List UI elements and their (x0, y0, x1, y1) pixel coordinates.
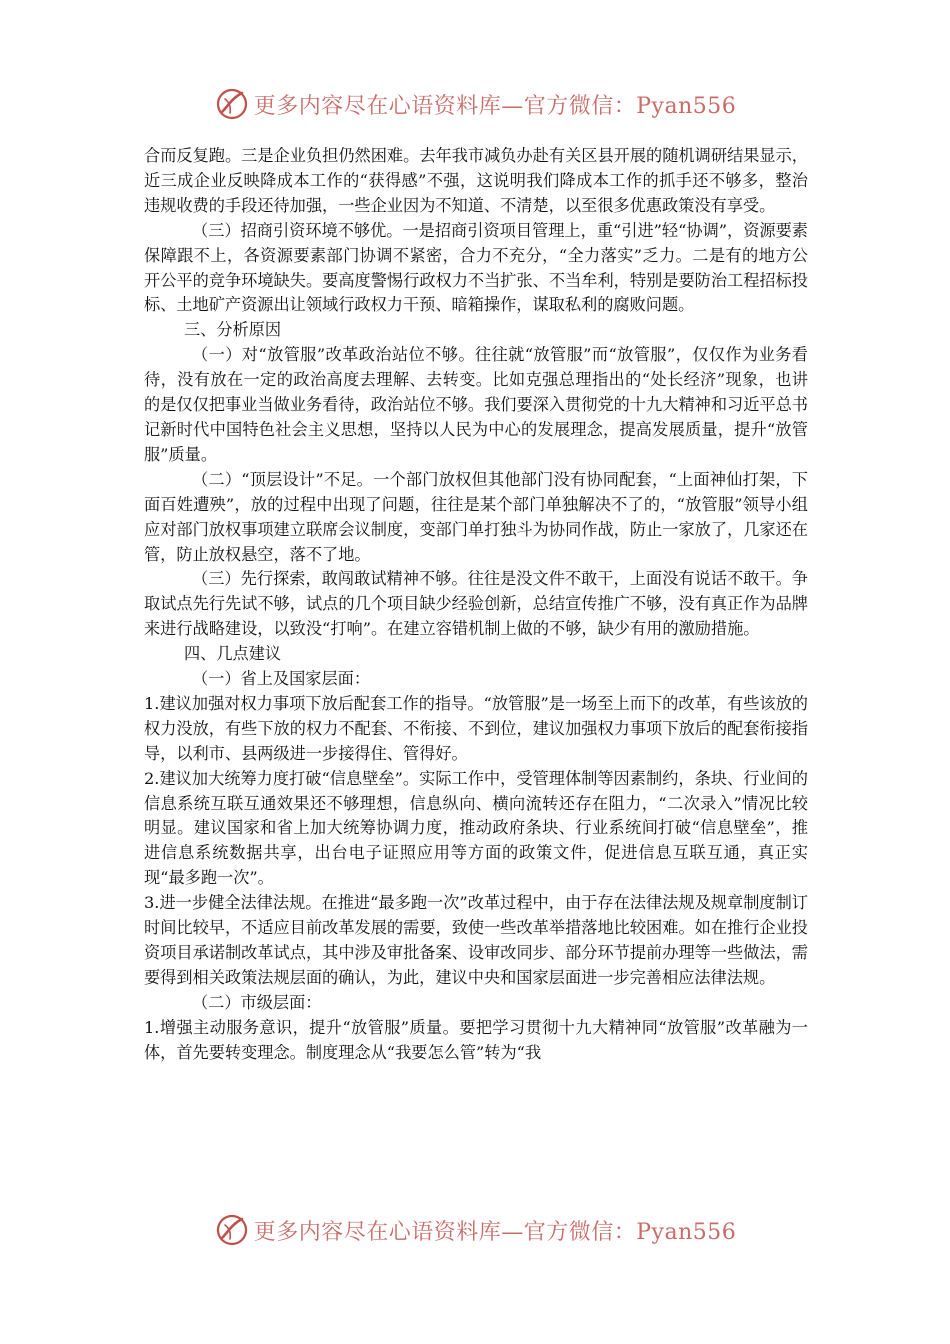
banner-text: 更多内容尽在心语资料库—官方微信：Pyan556 (253, 1219, 737, 1245)
paragraph: （一）对“放管服”改革政治站位不够。往往就“放管服”而“放管服”，仅仅作为业务看待，没有放在一定的政治高度去理解、去转变。比如克强总理指出的“处长经济”现象，也讲的是仅仅把事业当做业务看待，政治站位不够。我们要深入贯彻党的十九大精神和习近平总书记新时代中国特色社会主义思想，坚持以人民为中心的发展理念，提高发展质量，提升“放管服”质量。 (144, 345, 808, 464)
paragraph: 1.建议加强对权力事项下放后配套工作的指导。“放管服”是一场至上而下的改革，有些该放的权力没放，有些下放的权力不配套、不衔接、不到位，建议加强权力事项下放后的配套衔接指导，以利市、县两级进一步接得住、管得好。 (144, 693, 808, 763)
paragraph: （三）招商引资环境不够优。一是招商引资项目管理上，重“引进”轻“协调”，资源要素保障跟不上，各资源要素部门协调不紧密，合力不充分，“全力落实”乏力。二是有的地方公开公平的竞争环境缺失。要高度警惕行政权力不当扩张、不当牟利，特别是要防治工程招标投标、土地矿产资源出让领域行政权力干预、暗箱操作，谋取私利的腐败问题。 (144, 220, 808, 315)
paragraph: （三）先行探索，敢闯敢试精神不够。往往是没文件不敢干，上面没有说话不敢干。争取试点先行先试不够，试点的几个项目缺少经验创新，总结宣传推广不够，没有真正作为品牌来进行战略建设，以致没“打响”。在建立容错机制上做的不够，缺少有用的激励措施。 (144, 569, 808, 639)
paragraph: 1.增强主动服务意识，提升“放管服”质量。要把学习贯彻十九大精神同“放管服”改革融为一体，首先要转变理念。制度理念从“我要怎么管”转为“我 (144, 1017, 808, 1062)
paragraph: 3.进一步健全法律法规。在推进“最多跑一次”改革过程中，由于存在法律法规及规章制度制订时间比较早，不适应目前改革发展的需要，致使一些改革举措落地比较困难。如在推行企业投资项目承诺制改革试点，其中涉及审批备案、设审改同步、部分环节提前办理等一些做法，需要得到相关政策法规层面的确认，为此，建议中央和国家层面进一步完善相应法律法规。 (144, 893, 808, 987)
banner-text: 更多内容尽在心语资料库—官方微信：Pyan556 (253, 93, 737, 119)
paragraph: 2.建议加大统筹力度打破“信息壁垒”。实际工作中，受管理体制等因素制约，条块、行业间的信息系统互联互通效果还不够理想，信息纵向、横向流转还存在阻力，“二次录入”情况比较明显。建议国家和省上加大统筹协调力度，推动政府条块、行业系统间打破“信息壁垒”，推进信息系统数据共享，出台电子证照应用等方面的政策文件，促进信息互联互通，真正实现“最多跑一次”。 (144, 768, 808, 888)
subsection-heading: （一）省上及国家层面： (192, 669, 371, 689)
pen-swirl-logo-icon (214, 86, 250, 122)
section-heading: 四、几点建议 (184, 644, 282, 664)
paragraph: （二）“顶层设计”不足。一个部门放权但其他部门没有协同配套，“上面神仙打架，下面百姓遭殃”，放的过程中出现了问题，往往是某个部门单独解决不了的，“放管服”领导小组应对部门放权事项建立联席会议制度，变部门单打独斗为协同作战，防止一家放了，几家还在管，防止放权悬空，落不了地。 (144, 469, 808, 564)
header-watermark-banner (0, 80, 950, 128)
paragraph: 合而反复跑。三是企业负担仍然困难。去年我市减负办赴有关区县开展的随机调研结果显示，近三成企业反映降成本工作的“获得感”不强，这说明我们降成本工作的抓手还不够多，整治违规收费的手段还待加强，一些企业因为不知道、不清楚，以至很多优惠政策没有享受。 (144, 146, 808, 215)
section-heading: 三、分析原因 (184, 320, 282, 340)
subsection-heading: （二）市级层面： (192, 992, 322, 1012)
document-body (144, 144, 808, 1066)
footer-watermark-banner (0, 1206, 950, 1254)
pen-swirl-logo-icon (214, 1212, 250, 1248)
